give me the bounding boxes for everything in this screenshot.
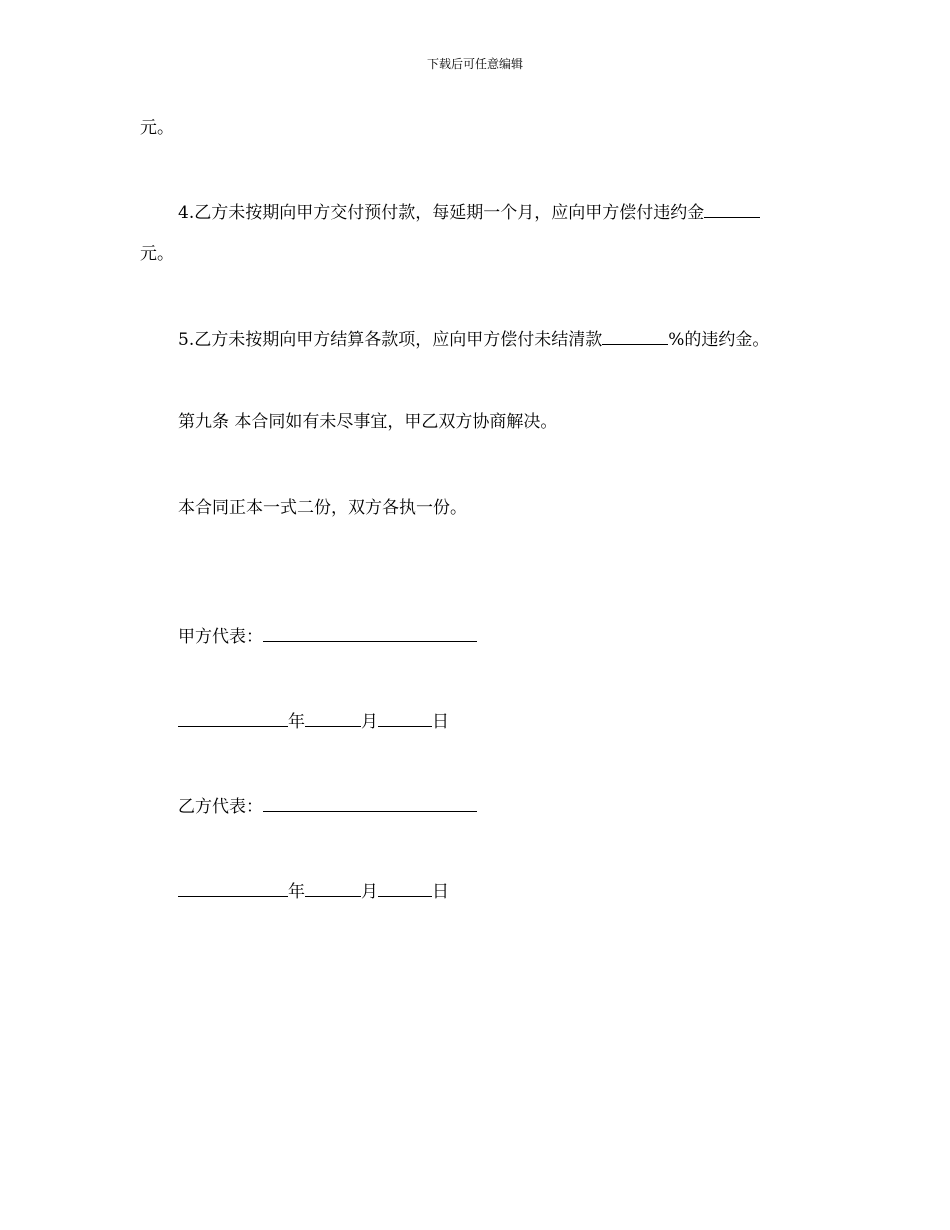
party-a-date	[178, 708, 449, 734]
penalty-amount-blank	[704, 199, 760, 218]
clause-item-4	[178, 199, 760, 225]
party-a-year-blank	[178, 708, 288, 727]
party-a-signature	[178, 623, 477, 649]
month-label: 月	[361, 712, 378, 732]
clause-item-5-suffix: %的违约金。	[668, 330, 770, 350]
article-nine: 第九条 本合同如有未尽事宜，甲乙双方协商解决。	[178, 412, 558, 432]
penalty-percent-blank	[602, 326, 668, 345]
party-b-signature-blank	[263, 793, 477, 812]
day-label: 日	[432, 712, 449, 732]
party-a-month-blank	[305, 708, 361, 727]
party-a-label: 甲方代表：	[178, 627, 263, 647]
page-header: 下载后可任意编辑	[426, 57, 523, 71]
party-b-label: 乙方代表：	[178, 797, 263, 817]
clause-item-5-text: 5.乙方未按期向甲方结算各款项，应向甲方偿付未结清款	[178, 330, 603, 350]
year-label: 年	[288, 712, 305, 732]
day-label: 日	[432, 882, 449, 902]
party-a-signature-blank	[263, 623, 477, 642]
party-b-signature	[178, 793, 477, 819]
clause-item-4-tail: 元。	[140, 244, 174, 264]
party-b-day-blank	[378, 878, 432, 897]
year-label: 年	[288, 882, 305, 902]
party-b-year-blank	[178, 878, 288, 897]
party-b-date	[178, 878, 449, 904]
party-b-month-blank	[305, 878, 361, 897]
clause-item-5	[178, 326, 769, 352]
month-label: 月	[361, 882, 378, 902]
party-a-day-blank	[378, 708, 432, 727]
copies-statement: 本合同正本一式二份，双方各执一份。	[178, 498, 467, 518]
clause-item-4-text: 4.乙方未按期向甲方交付预付款，每延期一个月，应向甲方偿付违约金	[178, 203, 705, 223]
clause-continuation: 元。	[140, 118, 174, 138]
